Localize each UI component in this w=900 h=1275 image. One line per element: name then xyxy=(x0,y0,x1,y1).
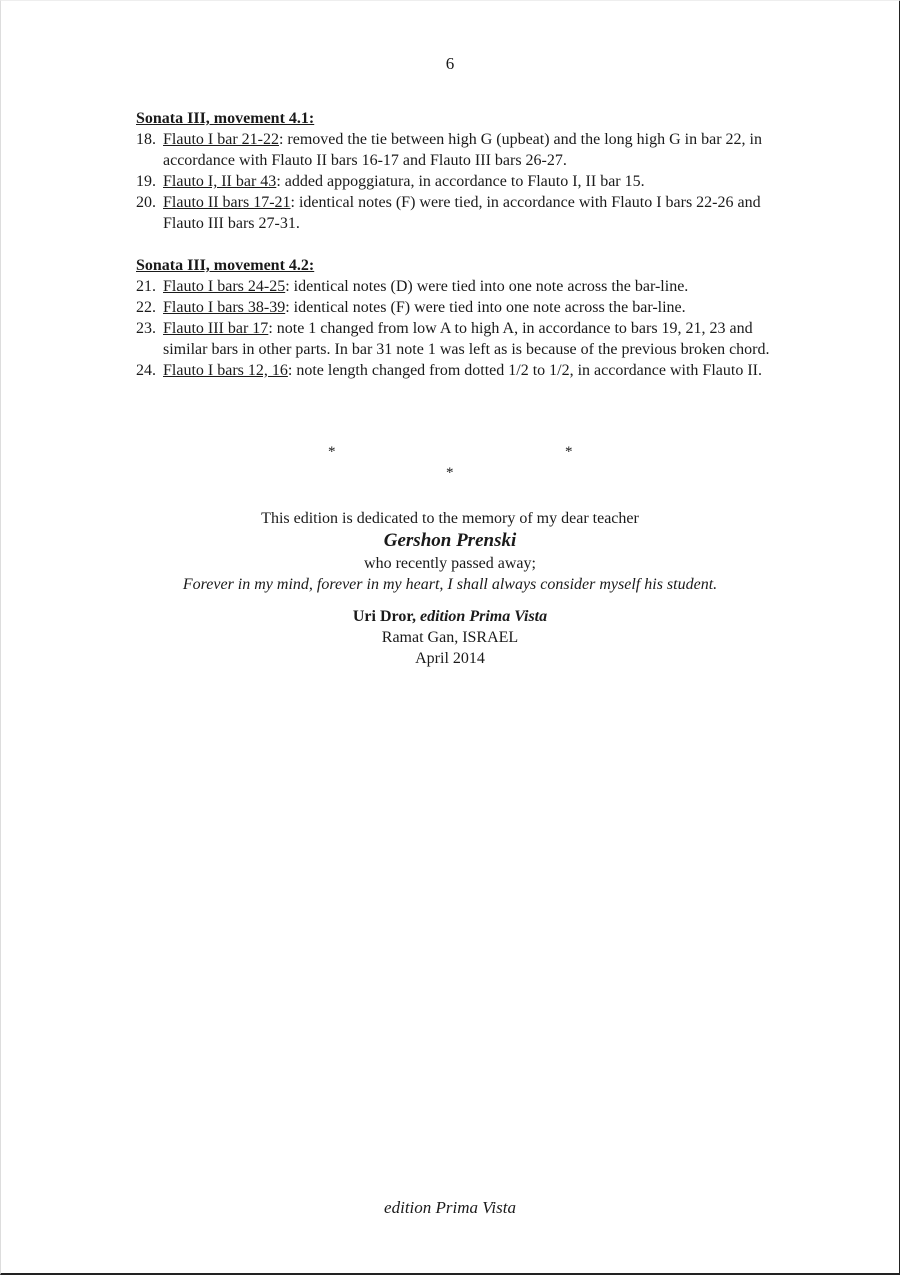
note-text: : identical notes (F) were tied, in accordance with Flauto I bars 22-26 and Flauto III bars 27-31. xyxy=(163,194,761,232)
note-reference: Flauto I bars 12, 16 xyxy=(163,362,288,379)
note-text: : removed the tie between high G (upbeat) and the long high G in bar 22, in accordance with Flauto II bars 16-17 and Flauto III bars 26-27. xyxy=(163,131,762,169)
note-text: : note 1 changed from low A to high A, in accordance to bars 19, 21, 23 and similar bars in other parts. In bar 31 note 1 was left as is because of the previous broken chord. xyxy=(163,320,770,358)
note-item xyxy=(136,297,776,318)
tribute-line: Forever in my mind, forever in my heart, I shall always consider myself his student. xyxy=(182,576,718,593)
signature-date: April 2014 xyxy=(415,650,485,667)
note-text: : identical notes (F) were tied into one note across the bar-line. xyxy=(285,299,686,316)
note-reference: Flauto I bars 38-39 xyxy=(163,299,286,316)
teacher-name: Gershon Prenski xyxy=(383,530,517,551)
editorial-notes xyxy=(136,108,776,381)
notes-list xyxy=(136,276,776,381)
note-number: 22. xyxy=(136,299,156,316)
asterisk-center: * xyxy=(446,465,454,481)
note-reference: Flauto II bars 17-21 xyxy=(163,194,291,211)
note-reference: Flauto I, II bar 43 xyxy=(163,173,277,190)
note-item xyxy=(136,171,776,192)
section-heading: Sonata III, movement 4.2: xyxy=(136,257,315,274)
note-reference: Flauto I bar 21-22 xyxy=(163,131,279,148)
page-footer: edition Prima Vista xyxy=(384,1198,516,1217)
section-movement-4-1 xyxy=(136,108,776,234)
dedication-line: This edition is dedicated to the memory of my dear teacher xyxy=(261,510,639,527)
section-movement-4-2 xyxy=(136,255,776,381)
signature-line xyxy=(0,606,900,627)
asterism-separator xyxy=(0,440,900,480)
signer-edition: edition Prima Vista xyxy=(419,608,548,625)
signature-location: Ramat Gan, ISRAEL xyxy=(381,629,519,646)
note-text: : note length changed from dotted 1/2 to 1/2, in accordance with Flauto II. xyxy=(287,362,762,379)
note-text: : identical notes (D) were tied into one note across the bar-line. xyxy=(285,278,689,295)
signature xyxy=(0,606,900,669)
note-item xyxy=(136,129,776,171)
section-heading: Sonata III, movement 4.1: xyxy=(136,110,315,127)
note-number: 18. xyxy=(136,131,156,148)
notes-list xyxy=(136,129,776,234)
note-item xyxy=(136,192,776,234)
note-item xyxy=(136,318,776,360)
note-item xyxy=(136,276,776,297)
note-number: 24. xyxy=(136,362,156,379)
note-text: : added appoggiatura, in accordance to Flauto I, II bar 15. xyxy=(276,173,645,190)
note-item xyxy=(136,360,776,381)
dedication xyxy=(0,508,900,669)
page-number: 6 xyxy=(445,54,455,73)
note-number: 21. xyxy=(136,278,156,295)
note-number: 19. xyxy=(136,173,156,190)
asterisk-left: * xyxy=(328,444,336,460)
note-reference: Flauto I bars 24-25 xyxy=(163,278,286,295)
dedication-line: who recently passed away; xyxy=(364,555,536,572)
note-number: 23. xyxy=(136,320,156,337)
asterisk-right: * xyxy=(565,444,573,460)
signer-name: Uri Dror, xyxy=(352,608,416,625)
note-number: 20. xyxy=(136,194,156,211)
note-reference: Flauto III bar 17 xyxy=(163,320,269,337)
